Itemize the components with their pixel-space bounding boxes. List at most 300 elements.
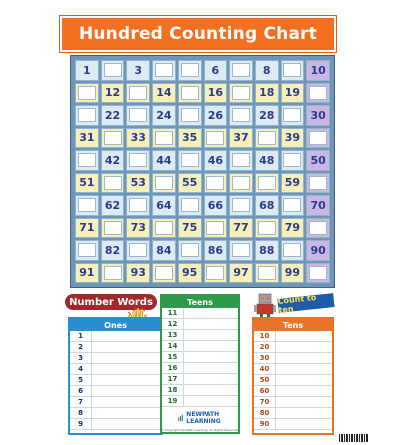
grid-number: 22 [104, 108, 121, 122]
teens-row-number: 19 [162, 396, 184, 406]
ones-row [70, 397, 161, 408]
teens-row-number: 12 [162, 319, 184, 329]
tens-row-number: 10 [254, 331, 276, 341]
grid-number: 66 [207, 198, 223, 212]
teens-header: Teens [162, 296, 238, 308]
grid-blank-box[interactable] [232, 198, 250, 212]
grid-blank-box[interactable] [309, 86, 327, 100]
grid-cell [152, 263, 176, 284]
count-to-ten-badge [277, 293, 334, 313]
teens-write-line[interactable] [184, 330, 238, 340]
grid-number: 39 [284, 131, 301, 145]
grid-number: 1 [83, 63, 91, 77]
grid-cell [255, 240, 279, 261]
grid-blank-box[interactable] [129, 86, 147, 100]
grid-cell [101, 128, 125, 149]
grid-cell [229, 83, 253, 104]
tens-row-number: 70 [254, 397, 276, 407]
tens-write-line[interactable] [276, 364, 332, 374]
ones-row [70, 364, 161, 375]
grid-cell [306, 60, 330, 81]
grid-cell [204, 60, 228, 81]
grid-blank-box[interactable] [181, 63, 199, 77]
grid-blank-box[interactable] [206, 131, 224, 145]
grid-number: 86 [207, 243, 223, 257]
tens-row-number: 20 [254, 342, 276, 352]
grid-number: 95 [181, 266, 198, 280]
ones-row [70, 386, 161, 397]
grid-cell [204, 173, 228, 194]
grid-cell [281, 240, 305, 261]
grid-cell [126, 173, 150, 194]
tens-row-number: 50 [254, 375, 276, 385]
logo-mark-icon [178, 413, 184, 423]
grid-cell [126, 150, 150, 171]
grid-cell [178, 128, 202, 149]
tens-row [254, 375, 332, 386]
ones-row [70, 353, 161, 364]
grid-cell [306, 195, 330, 216]
grid-number: 16 [207, 86, 223, 100]
grid-cell [229, 240, 253, 261]
grid-cell [255, 128, 279, 149]
grid-cell [152, 240, 176, 261]
grid-cell [75, 263, 99, 284]
title-banner [60, 16, 336, 52]
grid-number: 3 [134, 63, 143, 77]
grid-number: 46 [207, 153, 223, 167]
tens-rows [254, 331, 332, 430]
barcode [339, 434, 369, 442]
ones-row-number: 5 [70, 375, 92, 385]
ones-header: Ones [70, 319, 161, 331]
teens-row [162, 319, 238, 330]
teens-row [162, 352, 238, 363]
teens-row [162, 374, 238, 385]
grid-cell [204, 150, 228, 171]
grid-cell [281, 83, 305, 104]
teens-write-line[interactable] [184, 319, 238, 329]
number-words-label: Number Words [69, 296, 153, 308]
grid-cell [204, 105, 228, 126]
grid-cell [281, 150, 305, 171]
ones-write-line[interactable] [92, 408, 161, 418]
grid-number: 18 [259, 86, 275, 100]
tens-write-line[interactable] [276, 419, 332, 429]
ones-row-number: 8 [70, 408, 92, 418]
grid-blank-box[interactable] [283, 108, 301, 122]
teens-write-line[interactable] [184, 396, 238, 406]
grid-cell [306, 240, 330, 261]
grid-cell [229, 195, 253, 216]
grid-cell [281, 128, 305, 149]
grid-cell [306, 128, 330, 149]
grid-cell [152, 195, 176, 216]
ones-rows [70, 331, 161, 430]
grid-number: 26 [207, 108, 223, 122]
grid-cell [281, 173, 305, 194]
grid-number: 30 [310, 108, 326, 122]
grid-blank-box[interactable] [309, 266, 327, 280]
grid-number: 31 [79, 131, 95, 145]
tens-row [254, 397, 332, 408]
grid-number: 91 [79, 266, 95, 280]
newpath-logo [178, 412, 230, 424]
grid-cell [152, 218, 176, 239]
grid-cell [101, 105, 125, 126]
grid-blank-box[interactable] [104, 131, 122, 145]
grid-cell [281, 263, 305, 284]
ones-write-line[interactable] [92, 364, 161, 374]
ones-row-number: 4 [70, 364, 92, 374]
grid-blank-box[interactable] [283, 63, 301, 77]
grid-cell [152, 60, 176, 81]
grid-cell [152, 105, 176, 126]
grid-cell [101, 195, 125, 216]
grid-blank-box[interactable] [283, 198, 301, 212]
grid-cell [101, 218, 125, 239]
grid-number: 90 [310, 243, 326, 257]
grid-blank-box[interactable] [104, 63, 122, 77]
grid-blank-box[interactable] [104, 176, 122, 190]
tens-write-line[interactable] [276, 375, 332, 385]
grid-blank-box[interactable] [309, 131, 327, 145]
grid-cell [126, 105, 150, 126]
grid-cell [101, 263, 125, 284]
ones-row-number: 2 [70, 342, 92, 352]
ones-row [70, 408, 161, 419]
teens-row-number: 17 [162, 374, 184, 384]
grid-cell [152, 83, 176, 104]
grid-blank-box[interactable] [283, 243, 301, 257]
grid-number: 24 [156, 108, 172, 122]
count-to-ten-label: Count to ten [277, 292, 317, 315]
grid-cell [75, 105, 99, 126]
teens-row [162, 330, 238, 341]
grid-number: 99 [284, 266, 301, 280]
grid-cell [281, 60, 305, 81]
grid-cell [204, 263, 228, 284]
tens-row-number: 80 [254, 408, 276, 418]
grid-number: 6 [211, 63, 220, 77]
grid-number: 50 [310, 153, 326, 167]
grid-blank-box[interactable] [309, 176, 327, 190]
teens-row [162, 341, 238, 352]
grid-cell [152, 173, 176, 194]
tens-row [254, 353, 332, 364]
grid-cell [178, 218, 202, 239]
tens-row-number: 60 [254, 386, 276, 396]
grid-cell [101, 83, 125, 104]
grid-cell [75, 240, 99, 261]
grid-cell [229, 105, 253, 126]
teens-row-number: 15 [162, 352, 184, 362]
grid-blank-box[interactable] [309, 221, 327, 235]
teens-row-number: 18 [162, 385, 184, 395]
grid-cell [75, 173, 99, 194]
grid-cell [229, 173, 253, 194]
grid-cell [306, 173, 330, 194]
ones-row-number: 7 [70, 397, 92, 407]
grid-cell [281, 218, 305, 239]
grid-cell [126, 195, 150, 216]
teens-row [162, 385, 238, 396]
grid-cell [126, 60, 150, 81]
teens-rows [162, 308, 238, 407]
ones-row [70, 342, 161, 353]
teens-write-line[interactable] [184, 374, 238, 384]
page-title: Hundred Counting Chart [78, 24, 318, 44]
grid-blank-box[interactable] [129, 198, 147, 212]
grid-number: 19 [284, 86, 301, 100]
grid-cell [255, 150, 279, 171]
grid-number: 73 [130, 221, 146, 235]
grid-number: 12 [104, 86, 121, 100]
grid-number: 59 [284, 176, 301, 190]
grid-cell [178, 263, 202, 284]
grid-number: 37 [233, 131, 249, 145]
grid-blank-box[interactable] [232, 176, 250, 190]
tens-row-number: 90 [254, 419, 276, 429]
teens-row [162, 308, 238, 319]
grid-number: 10 [310, 63, 326, 77]
teens-write-line[interactable] [184, 363, 238, 373]
tens-row [254, 386, 332, 397]
teens-write-line[interactable] [184, 308, 238, 318]
grid-blank-box[interactable] [129, 108, 147, 122]
grid-cell [204, 218, 228, 239]
grid-cell [75, 60, 99, 81]
grid-cell [204, 240, 228, 261]
grid-cell [204, 128, 228, 149]
teens-row-number: 14 [162, 341, 184, 351]
grid-cell [306, 218, 330, 239]
grid-cell [178, 173, 202, 194]
grid-blank-box[interactable] [232, 243, 250, 257]
ones-row [70, 375, 161, 386]
grid-cell [178, 195, 202, 216]
grid-blank-box[interactable] [206, 176, 224, 190]
grid-cell [178, 150, 202, 171]
ones-row-number: 3 [70, 353, 92, 363]
grid-number: 35 [181, 131, 198, 145]
grid-blank-box[interactable] [181, 108, 199, 122]
copyright-text: © Copyright NewPath Learning. All Rights Reserved. [160, 428, 240, 432]
grid-cell [75, 195, 99, 216]
grid-blank-box[interactable] [78, 153, 96, 167]
grid-blank-box[interactable] [232, 108, 250, 122]
grid-cell [281, 195, 305, 216]
teens-row [162, 396, 238, 407]
grid-cell [229, 150, 253, 171]
grid-cell [229, 128, 253, 149]
tens-panel [252, 317, 334, 435]
grid-blank-box[interactable] [232, 63, 250, 77]
tens-write-line[interactable] [276, 397, 332, 407]
grid-cell [306, 83, 330, 104]
tens-write-line[interactable] [276, 331, 332, 341]
tens-row-number: 30 [254, 353, 276, 363]
grid-blank-box[interactable] [78, 243, 96, 257]
grid-number: 55 [181, 176, 198, 190]
grid-number: 51 [79, 176, 95, 190]
grid-blank-box[interactable] [283, 153, 301, 167]
grid-cell [126, 218, 150, 239]
grid-blank-box[interactable] [181, 86, 199, 100]
tens-row [254, 364, 332, 375]
grid-cell [75, 150, 99, 171]
grid-cell [229, 60, 253, 81]
grid-number: 33 [130, 131, 146, 145]
ones-row-number: 1 [70, 331, 92, 341]
tens-write-line[interactable] [276, 353, 332, 363]
grid-blank-box[interactable] [104, 221, 122, 235]
tens-row [254, 408, 332, 419]
grid-cell [255, 173, 279, 194]
grid-cell [75, 218, 99, 239]
grid-number: 28 [259, 108, 275, 122]
grid-cell [229, 263, 253, 284]
grid-cell [255, 195, 279, 216]
grid-cell [255, 83, 279, 104]
tens-row [254, 331, 332, 342]
grid-blank-box[interactable] [104, 266, 122, 280]
teens-write-line[interactable] [184, 352, 238, 362]
grid-cell [75, 128, 99, 149]
grid-blank-box[interactable] [232, 86, 250, 100]
grid-cell [255, 218, 279, 239]
grid-blank-box[interactable] [155, 63, 173, 77]
grid-number: 71 [79, 221, 95, 235]
grid-cell [255, 263, 279, 284]
grid-cell [255, 105, 279, 126]
grid-number: 42 [104, 153, 121, 167]
grid-number: 97 [233, 266, 249, 280]
grid-cell [101, 150, 125, 171]
grid-cell [75, 83, 99, 104]
grid-blank-box[interactable] [78, 86, 96, 100]
tens-header: Tens [254, 319, 332, 331]
grid-cell [204, 83, 228, 104]
teens-row-number: 16 [162, 363, 184, 373]
grid-blank-box[interactable] [129, 243, 147, 257]
grid-blank-box[interactable] [78, 108, 96, 122]
grid-blank-box[interactable] [181, 153, 199, 167]
grid-blank-box[interactable] [206, 221, 224, 235]
ones-write-line[interactable] [92, 342, 161, 352]
grid-number: 14 [156, 86, 172, 100]
grid-cell [178, 240, 202, 261]
grid-number: 84 [156, 243, 172, 257]
grid-cell [126, 240, 150, 261]
grid-cell [126, 128, 150, 149]
logo-text: NEWPATH LEARNING [186, 411, 221, 425]
ones-write-line[interactable] [92, 397, 161, 407]
grid-blank-box[interactable] [155, 131, 173, 145]
grid-number: 79 [284, 221, 301, 235]
grid-cell [306, 105, 330, 126]
teens-write-line[interactable] [184, 385, 238, 395]
grid-blank-box[interactable] [206, 266, 224, 280]
robot-icon [252, 292, 278, 320]
hundred-grid [75, 60, 330, 283]
hundred-grid-frame [70, 55, 335, 288]
ones-row [70, 331, 161, 342]
grid-blank-box[interactable] [155, 221, 173, 235]
grid-blank-box[interactable] [181, 198, 199, 212]
ones-write-line[interactable] [92, 331, 161, 341]
grid-number: 8 [262, 63, 271, 77]
grid-cell [204, 195, 228, 216]
grid-cell [152, 150, 176, 171]
grid-cell [178, 105, 202, 126]
tens-write-line[interactable] [276, 408, 332, 418]
tens-row-number: 40 [254, 364, 276, 374]
grid-cell [306, 263, 330, 284]
grid-blank-box[interactable] [181, 243, 199, 257]
grid-cell [306, 150, 330, 171]
grid-number: 82 [104, 243, 121, 257]
ones-write-line[interactable] [92, 386, 161, 396]
grid-blank-box[interactable] [258, 131, 276, 145]
grid-number: 70 [310, 198, 326, 212]
grid-number: 62 [104, 198, 121, 212]
grid-cell [126, 263, 150, 284]
grid-cell [229, 218, 253, 239]
grid-number: 64 [156, 198, 172, 212]
grid-number: 75 [181, 221, 198, 235]
teens-row [162, 363, 238, 374]
grid-number: 93 [130, 266, 146, 280]
grid-number: 88 [259, 243, 275, 257]
grid-number: 77 [233, 221, 249, 235]
grid-cell [178, 83, 202, 104]
ones-row-number: 9 [70, 419, 92, 429]
grid-blank-box[interactable] [258, 266, 276, 280]
teens-write-line[interactable] [184, 341, 238, 351]
grid-blank-box[interactable] [258, 176, 276, 190]
grid-cell [281, 105, 305, 126]
grid-cell [255, 60, 279, 81]
ones-write-line[interactable] [92, 353, 161, 363]
grid-cell [101, 173, 125, 194]
tens-row [254, 342, 332, 353]
grid-blank-box[interactable] [258, 221, 276, 235]
grid-blank-box[interactable] [78, 198, 96, 212]
grid-number: 48 [259, 153, 275, 167]
ones-write-line[interactable] [92, 375, 161, 385]
grid-blank-box[interactable] [129, 153, 147, 167]
grid-cell [152, 128, 176, 149]
teens-row-number: 11 [162, 308, 184, 318]
grid-cell [101, 60, 125, 81]
grid-cell [126, 83, 150, 104]
grid-blank-box[interactable] [155, 266, 173, 280]
ones-row-number: 6 [70, 386, 92, 396]
teens-row-number: 13 [162, 330, 184, 340]
tens-write-line[interactable] [276, 342, 332, 352]
grid-blank-box[interactable] [155, 176, 173, 190]
grid-blank-box[interactable] [232, 153, 250, 167]
grid-number: 53 [130, 176, 146, 190]
tens-write-line[interactable] [276, 386, 332, 396]
grid-number: 68 [259, 198, 275, 212]
ones-panel [68, 317, 163, 435]
grid-cell [101, 240, 125, 261]
grid-number: 44 [156, 153, 172, 167]
tens-row [254, 419, 332, 430]
grid-cell [178, 60, 202, 81]
